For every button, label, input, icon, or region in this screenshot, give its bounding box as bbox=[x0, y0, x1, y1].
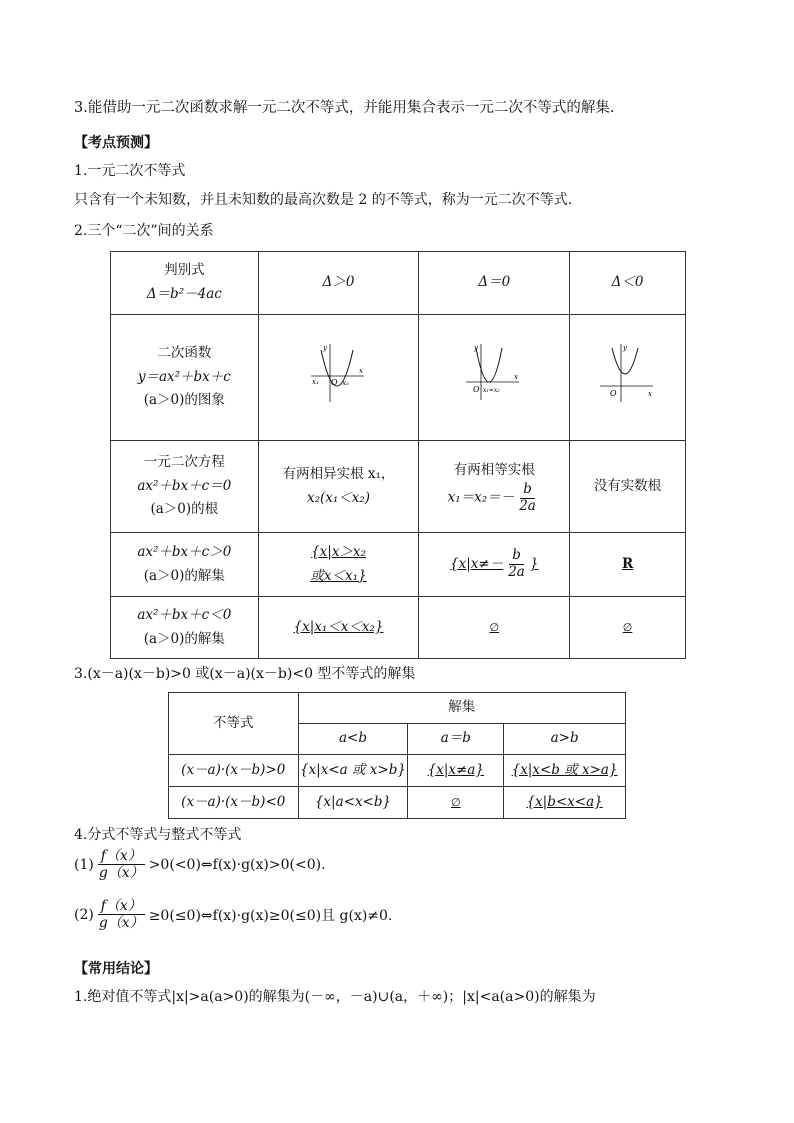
row-less-label: ax²＋bx＋c＜0 (a＞0)的解集 bbox=[111, 597, 259, 659]
section-2-title: 2.三个“二次”间的关系 bbox=[74, 223, 214, 239]
sol-greater-no-roots: R bbox=[570, 533, 686, 597]
svg-text:x₁=x₂: x₁=x₂ bbox=[483, 387, 500, 395]
svg-text:x: x bbox=[514, 373, 519, 382]
header-a-less-b: a<b bbox=[298, 724, 408, 755]
header-discriminant: 判别式 Δ＝b²－4ac bbox=[111, 252, 259, 315]
section-3-title: 3.(x－a)(x－b)>0 或(x－a)(x－b)<0 型不等式的解集 bbox=[74, 666, 416, 682]
header-delta-positive: Δ＞0 bbox=[258, 252, 419, 315]
svg-text:y: y bbox=[474, 344, 479, 353]
header-solution-set: 解集 bbox=[298, 693, 625, 724]
svg-text:O: O bbox=[473, 385, 480, 395]
row-gt-a-eq-b: {x|x≠a} bbox=[408, 755, 504, 787]
row-lt-a-less-b: {x|a<x<b} bbox=[298, 787, 408, 819]
factored-inequality-table bbox=[168, 692, 626, 819]
fraction-rule-1: (1) $\frac{f(x)}{g(x)}$ >0(<0)⇔f(x)·g(x)>0(<0). bbox=[74, 848, 326, 882]
header-a-greater-b: a>b bbox=[504, 724, 626, 755]
header-delta-negative: Δ＜0 bbox=[570, 252, 686, 315]
roots-equal: 有两相等实根 x₁＝x₂＝－ $\frac{b}{2a}$ bbox=[419, 441, 570, 533]
sol-less-no-roots: ∅ bbox=[570, 597, 686, 659]
row-gt-a-greater-b: {x|x<b 或 x>a} bbox=[504, 755, 626, 787]
row-lt-a-greater-b: {x|b<x<a} bbox=[504, 787, 626, 819]
heading-kaodian-yuce: 【考点预测】 bbox=[74, 135, 158, 151]
row-lt-inequality: (x－a)·(x－b)<0 bbox=[169, 787, 299, 819]
roots-none: 没有实数根 bbox=[570, 441, 686, 533]
svg-text:y: y bbox=[322, 344, 327, 353]
svg-text:x₂: x₂ bbox=[341, 379, 349, 388]
fraction-rule-2: (2) $\frac{f(x)}{g(x)}$ ≥0(≤0)⇔f(x)·g(x)≥0(≤0)且 g(x)≠0. bbox=[74, 898, 393, 932]
sol-greater-two-roots: {x|x＞x₂ 或x＜x₁} bbox=[258, 533, 419, 597]
section-1-text: 只含有一个未知数，并且未知数的最高次数是 2 的不等式，称为一元二次不等式. bbox=[74, 192, 573, 208]
svg-text:x: x bbox=[358, 367, 363, 376]
svg-text:y: y bbox=[622, 344, 627, 353]
header-a-eq-b: a＝b bbox=[408, 724, 504, 755]
svg-text:O: O bbox=[330, 378, 338, 388]
graph-double-root bbox=[419, 315, 570, 441]
roots-distinct: 有两相异实根 x₁， x₂(x₁＜x₂) bbox=[258, 441, 419, 533]
sol-less-double-root: ∅ bbox=[419, 597, 570, 659]
svg-text:x₁: x₁ bbox=[311, 378, 319, 387]
sol-greater-double-root: {x|x≠－ $\frac{b}{2a}$ } bbox=[419, 533, 570, 597]
row-gt-a-less-b: {x|x<a 或 x>b} bbox=[298, 755, 408, 787]
graph-two-roots bbox=[258, 315, 419, 441]
conclusion-1: 1.绝对值不等式|x|>a(a>0)的解集为(－∞，－a)∪(a，＋∞)；|x|<a(a>0)的解集为 bbox=[74, 989, 596, 1005]
section-1-title: 1.一元二次不等式 bbox=[74, 163, 186, 179]
goal-3: 3.能借助一元二次函数求解一元二次不等式，并能用集合表示一元二次不等式的解集. bbox=[74, 100, 615, 116]
graph-no-roots bbox=[570, 315, 686, 441]
sol-less-two-roots: {x|x₁＜x＜x₂} bbox=[258, 597, 419, 659]
row-gt-inequality: (x－a)·(x－b)>0 bbox=[169, 755, 299, 787]
section-4-title: 4.分式不等式与整式不等式 bbox=[74, 827, 242, 843]
row-quadratic-function-label: 二次函数 y＝ax²＋bx＋c (a＞0)的图象 bbox=[111, 315, 259, 441]
header-inequality: 不等式 bbox=[169, 693, 299, 755]
row-equation-label: 一元二次方程 ax²＋bx＋c＝0 (a＞0)的根 bbox=[111, 441, 259, 533]
heading-changyong-jielun: 【常用结论】 bbox=[74, 961, 158, 977]
row-lt-a-eq-b: ∅ bbox=[408, 787, 504, 819]
row-greater-label: ax²＋bx＋c＞0 (a＞0)的解集 bbox=[111, 533, 259, 597]
svg-text:O: O bbox=[609, 389, 617, 399]
three-quadratics-table bbox=[110, 251, 686, 659]
header-delta-zero: Δ＝0 bbox=[419, 252, 570, 315]
svg-text:x: x bbox=[647, 390, 652, 399]
